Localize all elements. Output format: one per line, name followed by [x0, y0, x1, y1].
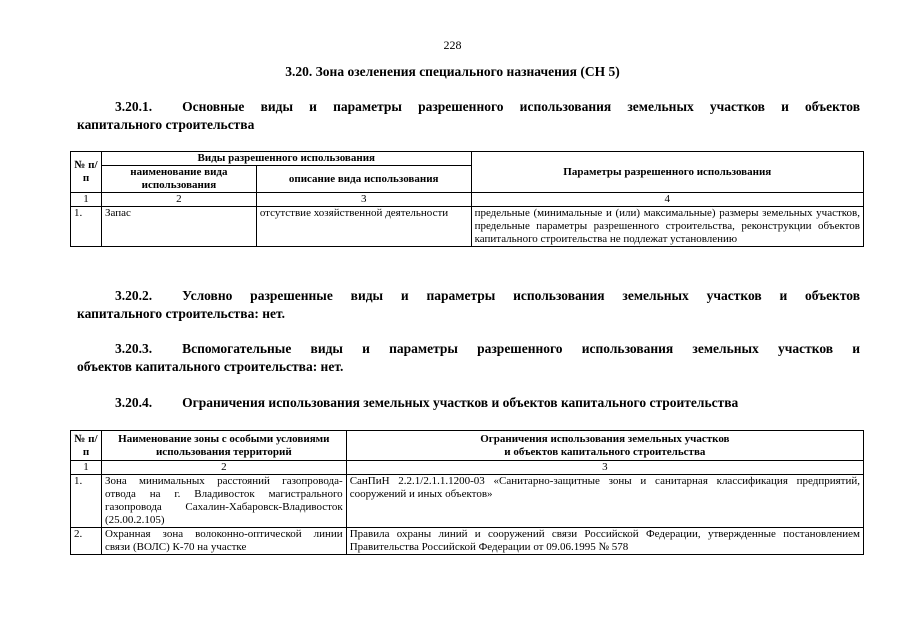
subsection-text-line1: Основные виды и параметры разрешенного использования земельных участков и объектов [182, 99, 860, 114]
table-row [71, 207, 864, 247]
row-desc: отсутствие хозяйственной деятельности [256, 207, 471, 247]
header-num: № п/п [71, 152, 102, 193]
header-zone: Наименование зоны с особыми условиями использования территорий [101, 431, 346, 461]
restrictions-table [70, 430, 864, 555]
table-row [71, 475, 864, 528]
row-num: 1. [71, 475, 102, 528]
col-number: 2 [101, 193, 256, 207]
subsection-text-line2: объектов капитального строительства: нет. [77, 359, 344, 374]
header-group: Виды разрешенного использования [101, 152, 471, 166]
row-zone: Охранная зона волоконно-оптической линии связи (ВОЛС) К-70 на участке [101, 528, 346, 555]
section-title: 3.20. Зона озеленения специального назначения (СН 5) [285, 64, 620, 79]
subsection-number: 3.20.2. [115, 288, 153, 303]
col-number: 3 [346, 461, 863, 475]
subsection-text-line2: капитального строительства [77, 117, 255, 132]
row-num: 2. [71, 528, 102, 555]
subsection-text-line1: Условно разрешенные виды и параметры использования земельных участков и объектов [182, 288, 860, 303]
row-num: 1. [71, 207, 102, 247]
subsection-number: 3.20.1. [115, 99, 153, 114]
subsection-text: Ограничения использования земельных участков и объектов капитального строительства [182, 395, 739, 410]
col-number: 1 [71, 193, 102, 207]
subsection-3-20-3 [77, 340, 860, 376]
row-restrictions: Правила охраны линий и сооружений связи Российской Федерации, утвержденные постановлением Правительства Российской Федерации от 09.06.1995 № 578 [346, 528, 863, 555]
page-number: 228 [443, 38, 462, 52]
subsection-number: 3.20.4. [115, 395, 153, 410]
header-restrictions [346, 431, 863, 461]
col-number: 2 [101, 461, 346, 475]
permitted-use-table [70, 151, 864, 247]
col-number: 1 [71, 461, 102, 475]
header-params: Параметры разрешенного использования [471, 152, 863, 193]
row-name: Запас [101, 207, 256, 247]
header-restrictions-line2: и объектов капитального строительства [504, 445, 706, 458]
header-restrictions-line1: Ограничения использования земельных участков [480, 432, 730, 445]
header-name: наименование вида использования [101, 166, 256, 193]
col-number: 3 [256, 193, 471, 207]
subsection-3-20-2 [77, 287, 860, 323]
subsection-3-20-4 [77, 394, 860, 412]
row-params: предельные (минимальные и (или) максимальные) размеры земельных участков, предельные параметры разрешенного строительства, реконструкции объектов капитального строительства не подлежат установлению [471, 207, 863, 247]
row-restrictions: СанПиН 2.2.1/2.1.1.1200-03 «Санитарно-защитные зоны и санитарная классификация предприятий, сооружений и иных объектов» [346, 475, 863, 528]
subsection-3-20-1 [77, 98, 860, 134]
subsection-text-line1: Вспомогательные виды и параметры разрешенного использования земельных участков и [182, 341, 860, 356]
table-row [71, 528, 864, 555]
subsection-text-line2: капитального строительства: нет. [77, 306, 285, 321]
col-number: 4 [471, 193, 863, 207]
subsection-number: 3.20.3. [115, 341, 153, 356]
header-desc: описание вида использования [256, 166, 471, 193]
header-num: № п/п [71, 431, 102, 461]
row-zone: Зона минимальных расстояний газопровода-отвода на г. Владивосток магистрального газопровода Сахалин-Хабаровск-Владивосток (25.00.2.105) [101, 475, 346, 528]
